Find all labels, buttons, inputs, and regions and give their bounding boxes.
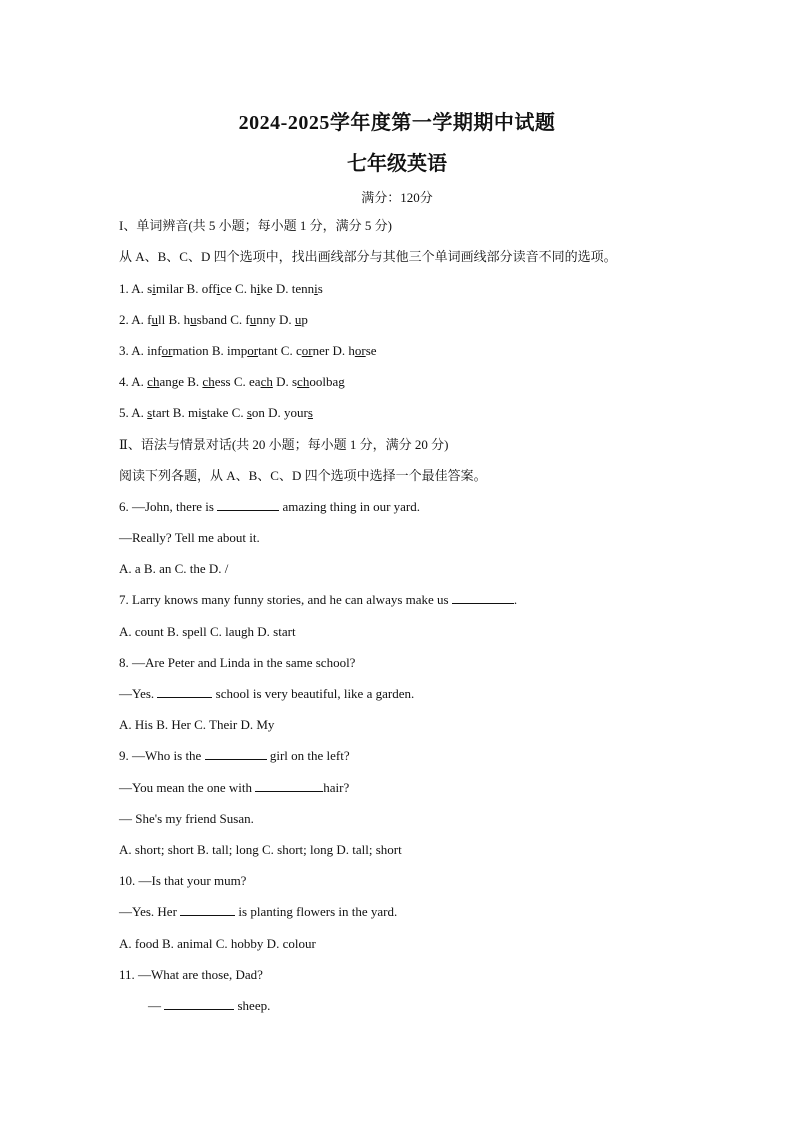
question-4: 4. A. change B. chess C. each D. schoolbag bbox=[119, 374, 345, 389]
question-6-options: A. a B. an C. the D. / bbox=[119, 561, 229, 576]
question-7-prompt: 7. Larry knows many funny stories, and he can always make us . bbox=[119, 592, 518, 607]
section2-heading: Ⅱ、语法与情景对话(共 20 小题；每小题 1 分，满分 20 分) bbox=[119, 437, 449, 452]
section2-instruction: 阅读下列各题，从 A、B、C、D 四个选项中选择一个最佳答案。 bbox=[119, 468, 487, 483]
question-8-prompt: 8. —Are Peter and Linda in the same school? bbox=[119, 655, 356, 670]
answer-blank[interactable] bbox=[205, 747, 267, 760]
answer-blank[interactable] bbox=[217, 498, 279, 511]
question-6-reply: —Really? Tell me about it. bbox=[119, 530, 260, 545]
question-1: 1. A. similar B. office C. hike D. tennis bbox=[119, 281, 323, 296]
answer-blank[interactable] bbox=[255, 779, 323, 792]
question-5: 5. A. start B. mistake C. son D. yours bbox=[119, 405, 313, 420]
section1-instruction: 从 A、B、C、D 四个选项中，找出画线部分与其他三个单词画线部分读音不同的选项。 bbox=[119, 249, 617, 264]
answer-blank[interactable] bbox=[180, 903, 235, 916]
answer-blank[interactable] bbox=[157, 685, 212, 698]
question-9-reply: —You mean the one with hair? bbox=[119, 780, 350, 795]
question-11-reply: — sheep. bbox=[148, 998, 271, 1013]
question-9-prompt: 9. —Who is the girl on the left? bbox=[119, 748, 350, 763]
question-8-reply: —Yes. school is very beautiful, like a garden. bbox=[119, 686, 415, 701]
question-3: 3. A. information B. important C. corner D. horse bbox=[119, 343, 377, 358]
question-11-prompt: 11. —What are those, Dad? bbox=[119, 967, 263, 982]
question-10-options: A. food B. animal C. hobby D. colour bbox=[119, 936, 316, 951]
question-10-reply: —Yes. Her is planting flowers in the yard. bbox=[119, 904, 398, 919]
question-9-options: A. short; short B. tall; long C. short; long D. tall; short bbox=[119, 842, 402, 857]
question-7-options: A. count B. spell C. laugh D. start bbox=[119, 624, 296, 639]
total-score: 满分：120分 bbox=[361, 190, 433, 205]
question-6-prompt: 6. —John, there is amazing thing in our yard. bbox=[119, 499, 421, 514]
question-2: 2. A. full B. husband C. funny D. up bbox=[119, 312, 308, 327]
section1-heading: I、单词辨音(共 5 小题；每小题 1 分，满分 5 分) bbox=[119, 218, 392, 233]
question-8-options: A. His B. Her C. Their D. My bbox=[119, 717, 275, 732]
question-10-prompt: 10. —Is that your mum? bbox=[119, 873, 247, 888]
page-subtitle: 七年级英语 bbox=[347, 153, 447, 175]
answer-blank[interactable] bbox=[164, 997, 234, 1010]
page-title: 2024-2025学年度第一学期期中试题 bbox=[238, 112, 556, 134]
answer-blank[interactable] bbox=[452, 591, 514, 604]
question-9-answer: — She's my friend Susan. bbox=[119, 811, 254, 826]
